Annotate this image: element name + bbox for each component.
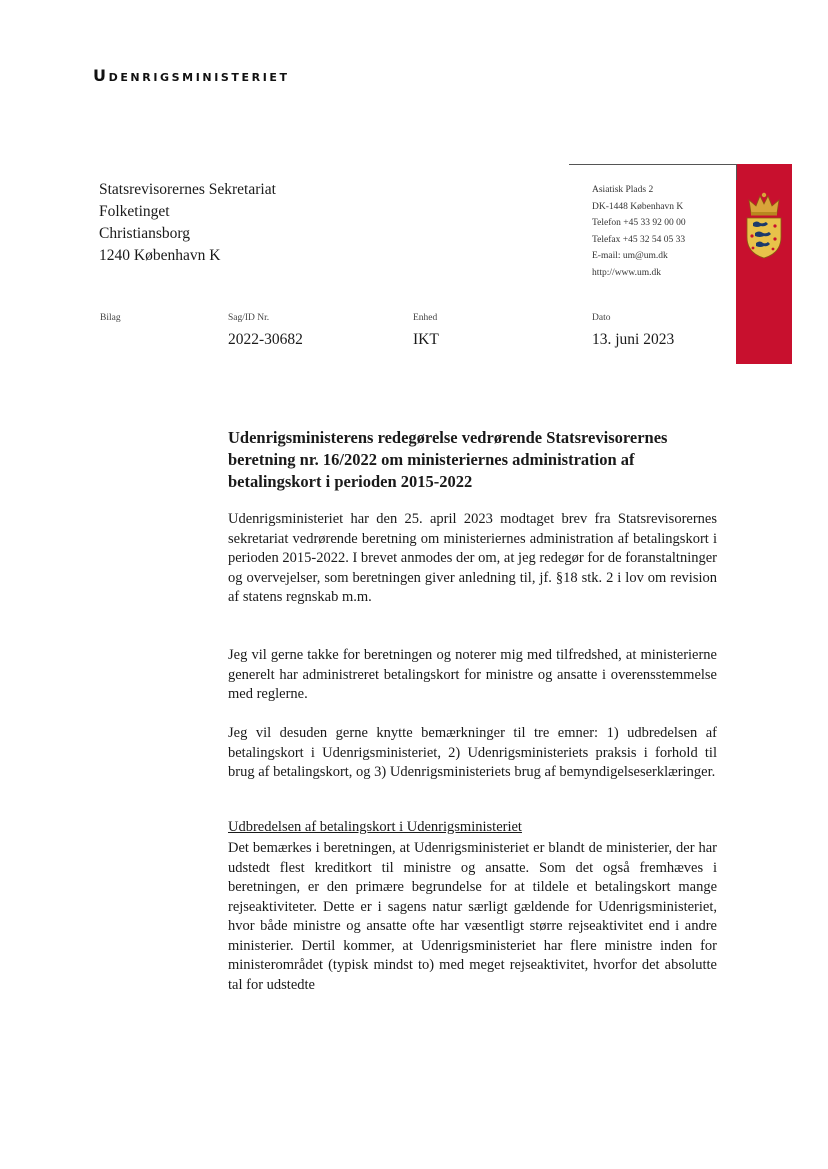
sender-contact-block <box>592 182 686 281</box>
recipient-line: 1240 København K <box>99 247 221 264</box>
recipient-line: Statsrevisorernes Sekretariat <box>99 181 276 198</box>
body-paragraph: Jeg vil gerne takke for beretningen og noterer mig med tilfredshed, at ministerierne generelt har administreret betalingskort for ministre og ansatte i overensstemmelse med reglerne. <box>228 647 717 702</box>
contact-phone: Telefon +45 33 92 00 00 <box>592 218 686 228</box>
contact-postcode: DK-1448 København K <box>592 201 684 212</box>
unit-value: IKT <box>413 331 439 348</box>
body-paragraph: Udenrigsministeriet har den 25. april 2023 modtaget brev fra Statsrevisorernes sekretariat vedrørende beretning om ministeriernes administration af betalingskort i perioden 2015-2022. I brevet anmodes der om, at jeg redegør for de foranstaltninger og overvejelser, som beretningen giver anledning til, jf. §18 stk. 2 i lov om revision af statens regnskab m.m. <box>228 511 717 605</box>
date-label: Dato <box>592 313 611 323</box>
header-rule <box>569 164 736 165</box>
document-title: Udenrigsministerens redegørelse vedrørende Statsrevisorernes beretning nr. 16/2022 om ministeriernes administration af betalingskort i perioden 2015-2022 <box>228 428 668 491</box>
recipient-line: Folketinget <box>99 203 170 220</box>
date-value: 13. juni 2023 <box>592 331 675 348</box>
band-rule <box>736 164 737 180</box>
contact-address: Asiatisk Plads 2 <box>592 185 654 195</box>
ministry-logo-text: Udenrigsministeriet <box>93 66 290 85</box>
coat-of-arms-icon <box>742 191 786 259</box>
brand-red-band <box>736 164 792 364</box>
contact-website: http://www.um.dk <box>592 267 662 278</box>
unit-label: Enhed <box>413 313 438 323</box>
case-id-value: 2022-30682 <box>228 331 303 348</box>
recipient-address <box>99 179 276 267</box>
section-heading: Udbredelsen af betalingskort i Udenrigsministeriet <box>228 819 522 835</box>
case-id-label: Sag/ID Nr. <box>228 313 270 323</box>
bilag-label: Bilag <box>100 313 121 323</box>
contact-fax: Telefax +45 32 54 05 33 <box>592 234 686 245</box>
contact-email: E-mail: um@um.dk <box>592 251 668 261</box>
body-paragraph: Jeg vil desuden gerne knytte bemærkninger til tre emner: 1) udbredelsen af betalingskort i Udenrigsministeriet, 2) Udenrigsministeriets praksis i forhold til brug af betalingskort, og 3) Udenrigsministeriets brug af bemyndigelseserklæringer. <box>228 725 717 780</box>
section-paragraph: Det bemærkes i beretningen, at Udenrigsministeriet er blandt de ministerier, der har udstedt flest kreditkort til ministre og ansatte. Som det også fremhæves i beretningen, er den primære begrundelse for at tildele et betalingskort mange rejseaktiviteter. Dette er i sagens natur særligt gældende for Udenrigsministeriet, hvor både ministre og ansatte ofte har væsentligt større rejseaktivitet end i andre ministerier. Dertil kommer, at Udenrigsministeriet har flere ministre inden for ministerområdet (typisk mindst to) med meget rejseaktivitet, hvorfor det absolutte tal for udstedte <box>228 840 717 993</box>
recipient-line: Christiansborg <box>99 225 190 242</box>
